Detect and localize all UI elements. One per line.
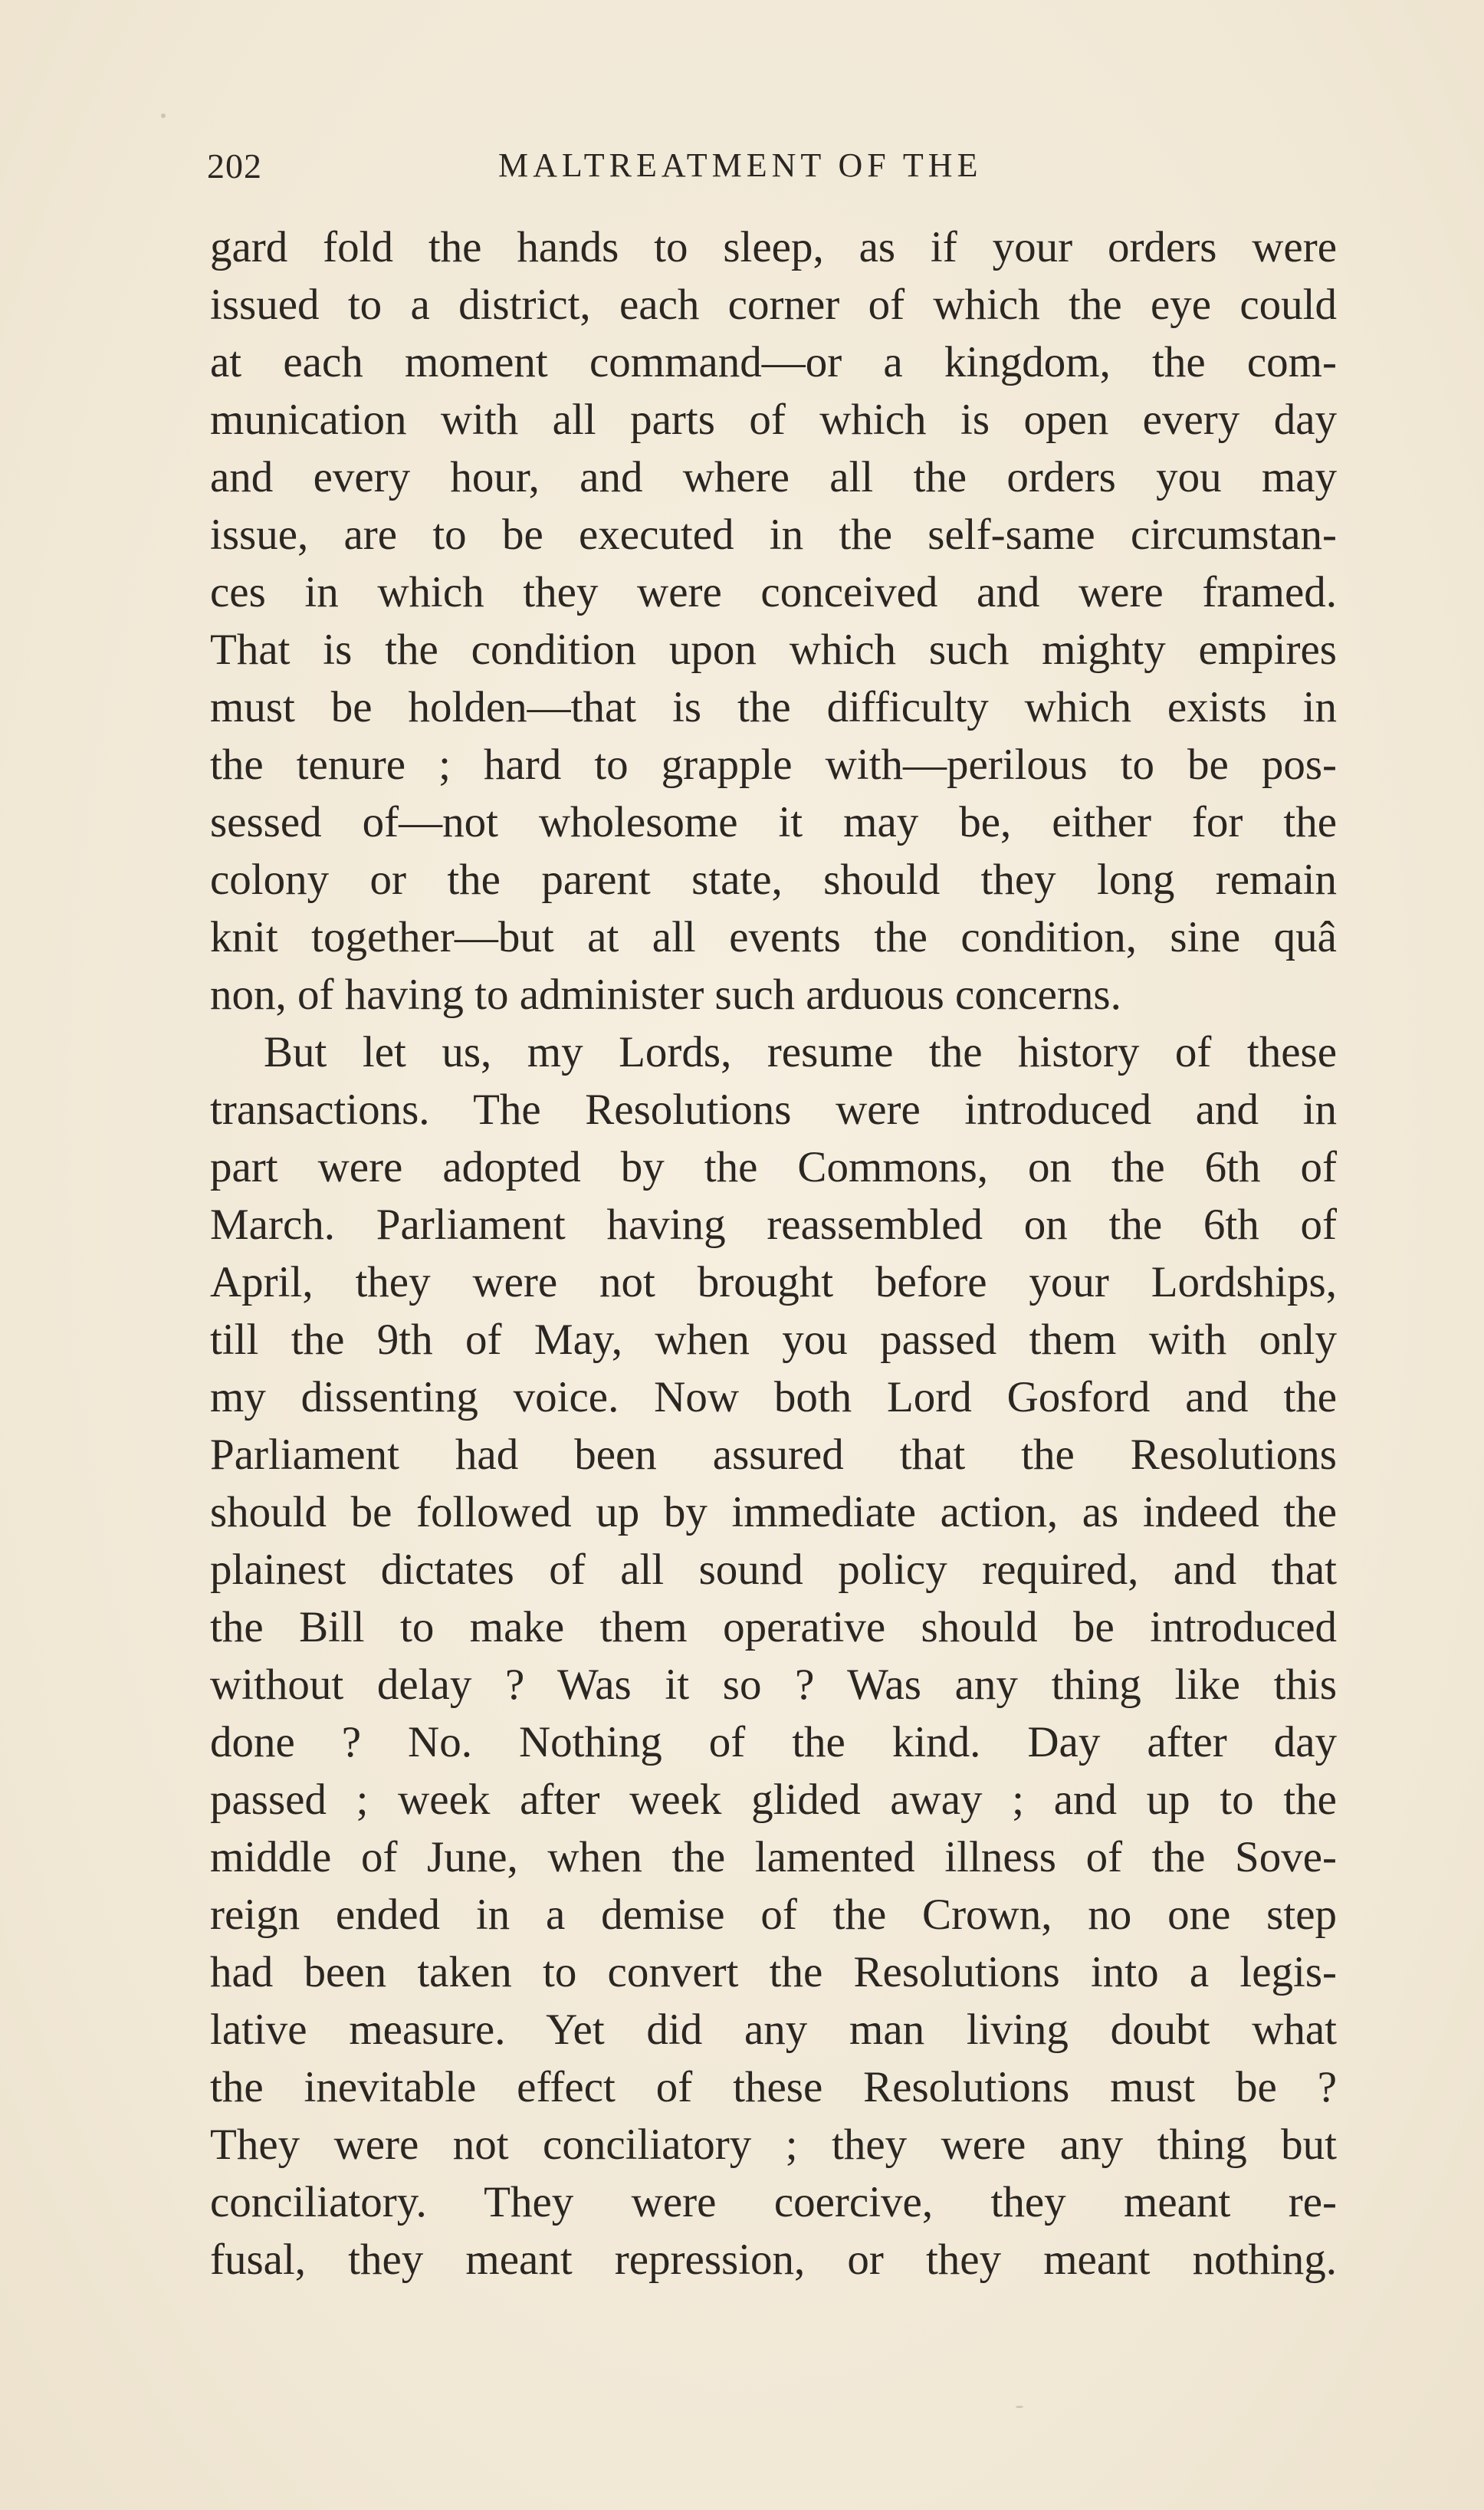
text-line: sessed of—not wholesome it may be, either for the — [210, 798, 1337, 846]
paragraph-2 — [210, 1023, 1337, 2288]
text-line: without delay ? Was it so ? Was any thing like this — [210, 1661, 1337, 1709]
text-line: at each moment command—or a kingdom, the com- — [210, 338, 1337, 386]
text-line: lative measure. Yet did any man living doubt what — [210, 2006, 1337, 2054]
page-number: 202 — [207, 146, 262, 186]
text-line: and every hour, and where all the orders you may — [210, 453, 1337, 501]
text-line: reign ended in a demise of the Crown, no one step — [210, 1891, 1337, 1939]
text-line: transactions. The Resolutions were introduced and in — [210, 1086, 1337, 1134]
running-head: MALTREATMENT OF THE — [498, 146, 983, 184]
text-line: fusal, they meant repression, or they meant nothing. — [210, 2236, 1337, 2284]
text-line: colony or the parent state, should they long remain — [210, 856, 1337, 904]
text-line: passed ; week after week glided away ; and up to the — [210, 1776, 1337, 1824]
text-line: till the 9th of May, when you passed them with only — [210, 1316, 1337, 1364]
paragraph-1 — [210, 218, 1337, 1023]
text-line: ces in which they were conceived and were framed. — [210, 568, 1337, 616]
text-line: conciliatory. They were coercive, they meant re- — [210, 2178, 1337, 2226]
text-line: gard fold the hands to sleep, as if your orders were — [210, 223, 1337, 271]
text-line: plainest dictates of all sound policy required, and that — [210, 1546, 1337, 1594]
text-line: April, they were not brought before your Lordships, — [210, 1258, 1337, 1306]
text-line: middle of June, when the lamented illness of the Sove- — [210, 1833, 1337, 1881]
text-line: munication with all parts of which is open every day — [210, 396, 1337, 444]
text-line: part were adopted by the Commons, on the 6th of — [210, 1143, 1337, 1191]
text-line: the Bill to make them operative should be introduced — [210, 1603, 1337, 1651]
text-line: They were not conciliatory ; they were any thing but — [210, 2121, 1337, 2169]
text-line: my dissenting voice. Now both Lord Gosford and the — [210, 1373, 1337, 1421]
text-line: issued to a district, each corner of which the eye could — [210, 281, 1337, 329]
text-line: knit together—but at all events the condition, sine quâ — [210, 913, 1337, 961]
body-text — [210, 218, 1337, 2288]
text-line: the tenure ; hard to grapple with—perilous to be pos- — [210, 741, 1337, 789]
text-line: had been taken to convert the Resolutions into a legis- — [210, 1948, 1337, 1996]
text-line: March. Parliament having reassembled on the 6th of — [210, 1201, 1337, 1249]
page-header — [207, 138, 1341, 199]
text-line: non, of having to administer such arduous concerns. — [210, 971, 1121, 1019]
text-line: Parliament had been assured that the Resolutions — [210, 1431, 1337, 1479]
paper-speck — [1016, 2406, 1023, 2408]
paper-speck — [161, 113, 166, 118]
text-line: should be followed up by immediate action, as indeed the — [210, 1488, 1337, 1536]
text-line: the inevitable effect of these Resolutions must be ? — [210, 2063, 1337, 2111]
text-line: That is the condition upon which such mighty empires — [210, 626, 1337, 674]
text-line: issue, are to be executed in the self-same circumstan- — [210, 511, 1337, 559]
text-line: done ? No. Nothing of the kind. Day after day — [210, 1718, 1337, 1766]
text-line: must be holden—that is the difficulty which exists in — [210, 683, 1337, 731]
text-line: But let us, my Lords, resume the history of these — [264, 1028, 1337, 1076]
